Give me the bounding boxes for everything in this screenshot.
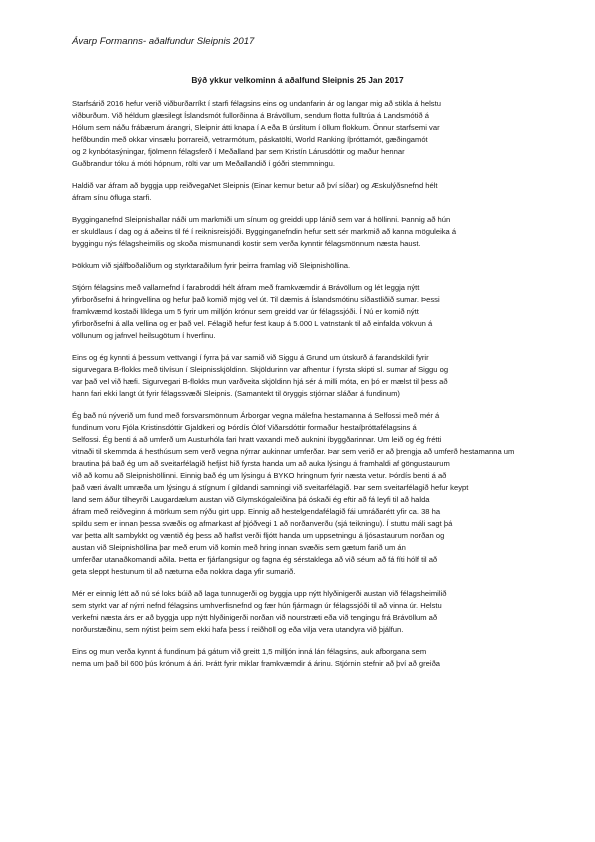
paragraph-line: brautina þá bað ég um að sveitarfélagið hefjist hið fyrsta handa um að auka lýsingu á framhaldi af göngustaurum bbox=[72, 459, 450, 468]
paragraph-line: Bygginganefnd Sleipnishallar náði um markmiði um sínum og greiddi upp lánið sem var á höllinni. Þannig að hún bbox=[72, 215, 451, 224]
paragraph-line: er skuldlaus í dag og á aðeins til fé í reiknisreisjóði. Bygginganefndin hefur sett sér markmið að kanna möguleika á bbox=[72, 227, 457, 236]
paragraph-line: land sem áður tilheyrði Laugardælum austan við Glymskógaleiðina þá óskaði ég eftir að fá leyfi til að halda bbox=[72, 495, 430, 504]
paragraph bbox=[72, 260, 527, 272]
paragraph-line: og 2 kynbótasýningar, fjölmenn félagsferð í Meðalland þar sem Kristín Lárusdóttir og maður hennar bbox=[72, 147, 405, 156]
paragraph-line: byggingu nýs félagsheimilis og skoða mismunandi kostir sem verða kynntir félagsmönnum næsta haust. bbox=[72, 239, 421, 248]
paragraph bbox=[72, 214, 527, 250]
paragraph bbox=[72, 282, 527, 342]
paragraph-line: spildu sem er innan þessa svæðis og afmarkast af þjóðvegi 1 að norðanverðu (sjá teikningu). Í stuttu máli sagt þá bbox=[72, 519, 453, 528]
paragraph bbox=[72, 646, 527, 670]
paragraph-line: umferðar utanaðkomandi aðila. Þetta er fjárfangsigur og fagna ég sérstaklega að við séum að fá fíti hólf til að bbox=[72, 555, 438, 564]
paragraph-line: Eins og ég kynnti á þessum vettvangi í fyrra þá var samið við Siggu á Grund um útskurð á farandskildi fyrir bbox=[72, 353, 429, 362]
paragraph-line: verkefni næsta árs er að byggja upp nýtt hlyðinigerði norðan við nourstræti eða við tengingu frá Brávöllum að bbox=[72, 613, 438, 622]
paragraph-line: yfirborðsefni á hringvellina og hefur það komið mjög vel út. Til dæmis á Íslandsmótinu síðastliðið sumar. Þessi bbox=[72, 295, 440, 304]
paragraph-line: áfram með reiðveginn á mörkum sem nýðu girt upp. Einnig að hestelgendafélagið fái umráðarétt yfir ca. 38 ha bbox=[72, 507, 441, 516]
paragraph bbox=[72, 180, 527, 204]
paragraph-line: Þökkum við sjálfboðaliðum og styrktaraðilum fyrir þeirra framlag við Sleipnishöllina. bbox=[72, 261, 351, 270]
paragraph-line: sem styrkt var af nýrri nefnd félagsins umhverfisnefnd og fær hún fjármagn úr félagssjóði til að vinna úr. Helstu bbox=[72, 601, 442, 610]
document-title: Býð ykkur velkominn á aðalfund Sleipnis 25 Jan 2017 bbox=[191, 75, 404, 85]
paragraph-line: vitnaði til skemmda á hesthúsum sem verð vegna nýrrar aukinnar umferðar. Þar sem verið er að þrengja að umferð hestamanna um bbox=[72, 447, 515, 456]
paragraph-line: við að komu að Sleipnishöllinni. Einnig bað ég um lýsingu á BYKO hringnum fyrir næsta vetur. Þórdís benti á að bbox=[72, 471, 447, 480]
paragraph-line: það væri ávallt umræða um lýsingu á stígnum í gildandi samningi við sveitarfélagið. Þar sem sveitarfélagið hefur keypt bbox=[72, 483, 469, 492]
paragraph-line: sigurvegara B-flokks með tilvísun í Sleipnisskjöldinn. Skjöldurinn var afhentur í fyrsta skipti sl. sumar af Siggu og bbox=[72, 365, 449, 374]
paragraph-line: Hólum sem náðu frábærum árangri, Sleipnir átti knapa í A eða B úrslitum í öllum flokkum. Önnur starfsemi var bbox=[72, 123, 440, 132]
paragraph-line: hefðbundin með okkar vinsælu þorrareið, vetrarmótum, páskatölti, World Ranking íþróttamót, gæðingamót bbox=[72, 135, 428, 144]
paragraph bbox=[72, 98, 527, 170]
paragraph-line: var þetta allt sambykkt og væntið ég þess að haflst verði fljótt handa um uppsetningu á ljósastaurum norðan og bbox=[72, 531, 445, 540]
paragraph-line: Selfossi. Ég benti á að umferð um Austurhóla fari hratt vaxandi með auknini íbyggðarinnar. Um leið og ég frétti bbox=[72, 435, 442, 444]
paragraph-line: Stjórn félagsins með vallarnefnd í farabroddi hélt áfram með framkvæmdir á Brávöllum og lét leggja nýtt bbox=[72, 283, 420, 292]
paragraph bbox=[72, 410, 527, 578]
paragraph-line: framkvæmd kostaði líklega um 5 fyrir um milljón krónur sem greidd var úr félagssjóði. Í Nú er komið nýtt bbox=[72, 307, 419, 316]
paragraph-line: Ég bað nú nýverið um fund með forsvarsmönnum Árborgar vegna málefna hestamanna á Selfossi með mér á bbox=[72, 411, 440, 420]
paragraph-line: viðburðum. Við héldum glæsilegt Íslandsmót fullorðinna á Brávöllum, sendum flotta fulltrúa á Landsmótið á bbox=[72, 111, 429, 120]
paragraph-line: norðurstæðinu, sem nýtist þeim sem ekki hafa þess í reiðhöll og eða vilja vera utandyra við þjálfun. bbox=[72, 625, 404, 634]
document-body bbox=[72, 98, 527, 670]
paragraph-line: geta sleppt hestunum til að næturna eða nokkra daga yfir sumarið. bbox=[72, 567, 296, 576]
paragraph-line: Eins og mun verða kynnt á fundinum þá gátum við greitt 1,5 milljón inná lán félagsins, auk afborgana sem bbox=[72, 647, 427, 656]
paragraph-line: hann fari ekki langt út fyrir félagssvæði Sleipnis. (Samantekt til öryggis stjórnar sláðar á fundinum) bbox=[72, 389, 400, 398]
paragraph-line: Starfsárið 2016 hefur verið viðburðarríkt í starfi félagsins eins og undanfarin ár og langar mig að stikla á helstu bbox=[72, 99, 441, 108]
document-header: Ávarp Formanns- aðalfundur Sleipnis 2017 bbox=[72, 36, 255, 47]
paragraph-line: völlunum og jafnvel heilsugötum í hverfinu. bbox=[72, 331, 216, 340]
paragraph-line: Haldið var áfram að byggja upp reiðvegaNet Sleipnis (Einar kemur betur að því síðar) og Æskulýðsnefnd hélt bbox=[72, 181, 438, 190]
paragraph-line: yfirborðsefni á alla vellina og er það vel. Félagið hefur fest kaup á 5.000 L vatnstank til að einfalda vökvun á bbox=[72, 319, 433, 328]
paragraph bbox=[72, 588, 527, 636]
paragraph-line: austan við Sleipnishöllina þar með erum við komin með hring innan svæðis sem gætum farið um án bbox=[72, 543, 406, 552]
paragraph-line: Mér er einnig létt að nú sé loks búið að laga tunnugerði og byggja upp nýtt hlyðinigerði austan við félagsheimilið bbox=[72, 589, 447, 598]
paragraph-line: nema um það bil 600 þús krónum á ári. Þrátt fyrir miklar framkvæmdir á árinu. Stjórnin stefnir að því að greiða bbox=[72, 659, 441, 668]
paragraph-line: var það vel við hæfi. Sigurvegari B-flokks mun varðveita skjöldinn hjá sér á milli móta, en þó er mælst til þess að bbox=[72, 377, 448, 386]
paragraph bbox=[72, 352, 527, 400]
paragraph-line: fundinum voru Fjóla Kristinsdóttir Gjaldkeri og Þórdís Ólöf Viðarsdóttir formaður hestaíþróttafélagsins á bbox=[72, 423, 417, 432]
paragraph-line: Guðbrandur tóku á móti hópnum, rölti var um Meðallandið í góðri stemmningu. bbox=[72, 159, 335, 168]
paragraph-line: áfram sínu öfluga starfi. bbox=[72, 193, 152, 202]
